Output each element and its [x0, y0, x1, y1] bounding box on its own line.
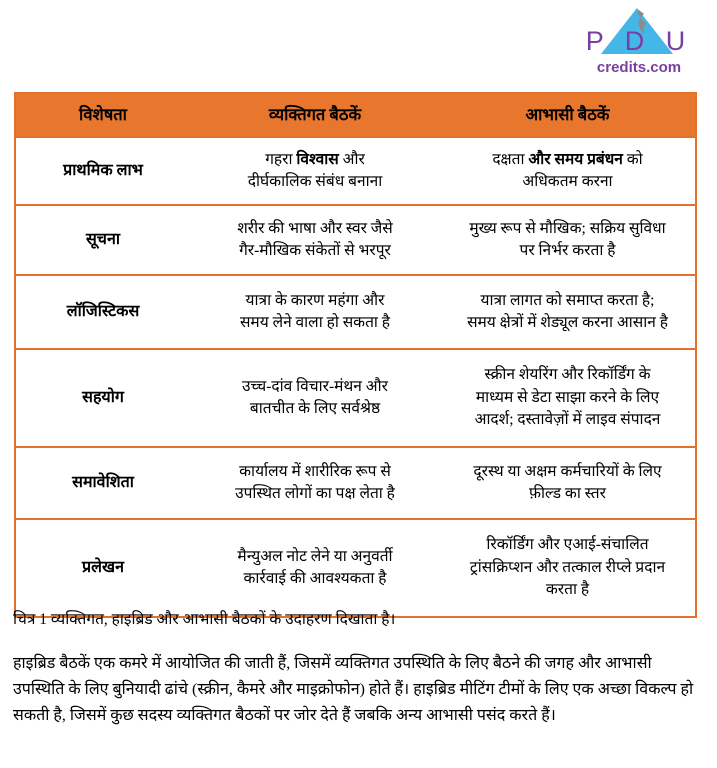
cell-feature: समावेशिता — [15, 447, 190, 519]
table-row — [15, 275, 696, 349]
table-row — [15, 349, 696, 447]
table-row — [15, 205, 696, 275]
cell-in-person: उच्च-दांव विचार-मंथन और बातचीत के लिए सर्वश्रेष्ठ — [190, 349, 440, 447]
body-paragraph: हाइब्रिड बैठकें एक कमरे में आयोजित की जाती हैं, जिसमें व्यक्तिगत उपस्थिति के लिए बैठने की जगह और आभासी उपस्थिति के लिए बुनियादी ढांचे (स्क्रीन, कैमरे और माइक्रोफोन) होते हैं। हाइब्रिड मीटिंग टीमों के लिए एक अच्छा विकल्प हो सकती है, जिसमें कुछ सदस्य व्यक्तिगत बैठकों पर जोर देते हैं जबकि अन्य आभासी पसंद करते हैं। — [13, 655, 694, 724]
table-header-row — [15, 93, 696, 137]
cell-feature: लॉजिस्टिकस — [15, 275, 190, 349]
figure-caption: चित्र 1 व्यक्तिगत, हाइब्रिड और आभासी बैठकों के उदाहरण दिखाता है। — [13, 611, 396, 628]
cell-feature: सहयोग — [15, 349, 190, 447]
column-header-in-person: व्यक्तिगत बैठकें — [190, 93, 440, 137]
cell-feature: सूचना — [15, 205, 190, 275]
table-header — [15, 93, 696, 137]
meeting-comparison-table — [14, 92, 697, 618]
table-row — [15, 519, 696, 617]
column-header-feature: विशेषता — [15, 93, 190, 137]
logo-stage — [573, 8, 705, 80]
table-body — [15, 137, 696, 617]
cell-virtual: रिकॉर्डिंग और एआई-संचालित ट्रांसक्रिप्शन और तत्काल रीप्ले प्रदान करता है — [440, 519, 696, 617]
cell-virtual: दूरस्थ या अक्षम कर्मचारियों के लिए फ़ील्ड का स्तर — [440, 447, 696, 519]
cell-feature: प्रलेखन — [15, 519, 190, 617]
logo-letters: P D U — [585, 26, 693, 56]
column-header-virtual: आभासी बैठकें — [440, 93, 696, 137]
cell-virtual: मुख्य रूप से मौखिक; सक्रिय सुविधा पर निर्भर करता है — [440, 205, 696, 275]
cell-in-person: गहरा विश्वास और दीर्घकालिक संबंध बनाना — [190, 137, 440, 205]
cell-in-person: कार्यालय में शारीरिक रूप से उपस्थित लोगों का पक्ष लेता है — [190, 447, 440, 519]
cell-in-person: यात्रा के कारण महंगा और समय लेने वाला हो सकता है — [190, 275, 440, 349]
logo-subtitle: credits.com — [596, 59, 682, 76]
pdu-credits-logo — [573, 8, 705, 80]
cell-feature: प्राथमिक लाभ — [15, 137, 190, 205]
cell-in-person: मैन्युअल नोट लेने या अनुवर्ती कार्रवाई की आवश्यकता है — [190, 519, 440, 617]
cell-virtual: स्क्रीन शेयरिंग और रिकॉर्डिंग के माध्यम से डेटा साझा करने के लिए आदर्श; दस्तावेज़ों में लाइव संपादन — [440, 349, 696, 447]
cell-virtual: यात्रा लागत को समाप्त करता है; समय क्षेत्रों में शेड्यूल करना आसान है — [440, 275, 696, 349]
cell-in-person: शरीर की भाषा और स्वर जैसे गैर-मौखिक संकेतों से भरपूर — [190, 205, 440, 275]
table-row — [15, 447, 696, 519]
cell-virtual: दक्षता और समय प्रबंधन को अधिकतम करना — [440, 137, 696, 205]
table-row — [15, 137, 696, 205]
